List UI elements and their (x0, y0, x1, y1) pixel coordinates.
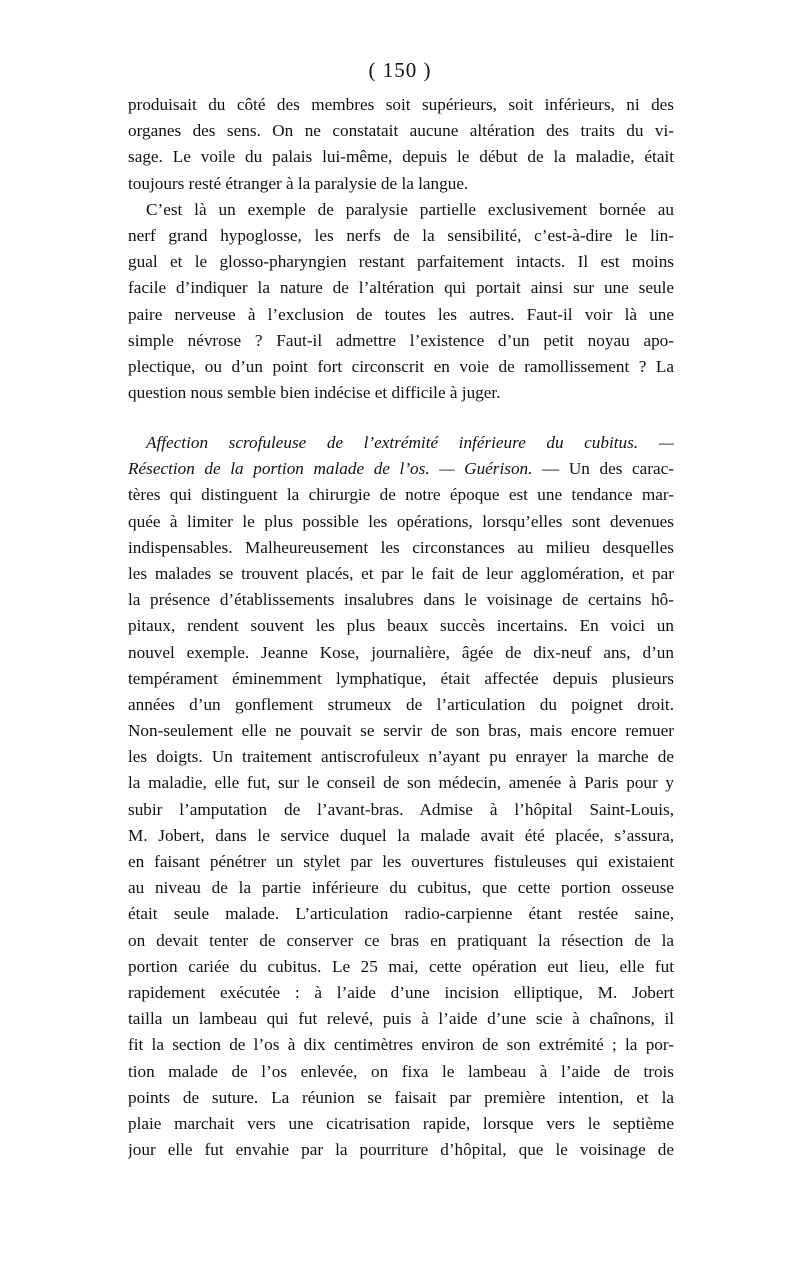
article-line: subir l’amputation de l’avant-bras. Admise à l’hôpital Saint-Louis, (128, 799, 674, 819)
paragraph-2-line: question nous semble bien indécise et difficile à juger. (128, 383, 501, 403)
article-line: points de suture. La réunion se faisait par première intention, et la (128, 1087, 674, 1107)
paragraph-2-line: simple névrose ? Faut-il admettre l’existence d’un petit noyau apo- (128, 330, 674, 350)
article-line: Non-seulement elle ne pouvait se servir de son bras, mais encore remuer (128, 721, 674, 741)
article-line: tion malade de l’os enlevée, on fixa le lambeau à l’aide de trois (128, 1061, 674, 1081)
article-body (128, 482, 674, 1163)
article-line: la présence d’établissements insalubres dans le voisinage de certains hô- (128, 590, 674, 610)
article-subtitle: Résection de la portion malade de l’os. — Guérison. (128, 459, 533, 479)
article-line: tères qui distinguent la chirurgie de notre époque est une tendance mar- (128, 485, 674, 505)
paragraph-2-line: gual et le glosso-pharyngien restant parfaitement intacts. Il est moins (128, 252, 674, 272)
article-line: quée à limiter le plus possible les opérations, lorsqu’elles sont devenues (128, 511, 674, 531)
paragraph-2-line: nerf grand hypoglosse, les nerfs de la sensibilité, c’est-à-dire le lin- (128, 225, 674, 245)
paragraph-1-line: sage. Le voile du palais lui-même, depuis le début de la maladie, était (128, 147, 674, 167)
paragraph-2-line: facile d’indiquer la nature de l’altération qui portait ainsi sur une seule (128, 278, 674, 298)
article-line: jour elle fut envahie par la pourriture d’hôpital, que le voisinage de (128, 1140, 674, 1160)
article-line: les doigts. Un traitement antiscrofuleux n’ayant pu enrayer la marche de (128, 747, 674, 767)
article-line: M. Jobert, dans le service duquel la malade avait été placée, s’assura, (128, 825, 674, 845)
article-section (128, 430, 674, 1163)
article-title: Affection scrofuleuse de l’extrémité inférieure du cubitus. — (146, 433, 674, 452)
page-number: ( 150 ) (368, 58, 432, 82)
article-title-continuation (128, 456, 674, 482)
paragraph-1-line: organes des sens. On ne constatait aucune altération des traits du vi- (128, 121, 674, 141)
article-line: indispensables. Malheureusement les circonstances au milieu desquelles (128, 537, 674, 557)
article-line: au niveau de la partie inférieure du cubitus, que cette portion osseuse (128, 878, 674, 898)
article-line: nouvel exemple. Jeanne Kose, journalière, âgée de dix-neuf ans, d’un (128, 642, 674, 662)
article-first-words: — Un des carac- (532, 459, 674, 479)
paragraph-2-line: C’est là un exemple de paralysie partielle exclusivement bornée au (146, 199, 674, 219)
paragraph-1-line: toujours resté étranger à la paralysie de la langue. (128, 173, 469, 193)
article-line: pitaux, rendent souvent les plus beaux succès incertains. En voici un (128, 616, 674, 636)
article-line: plaie marchait vers une cicatrisation rapide, lorsque vers le septième (128, 1113, 674, 1133)
article-line: tailla un lambeau qui fut relevé, puis à l’aide d’une scie à chaînons, il (128, 1009, 674, 1029)
article-line: était seule malade. L’articulation radio-carpienne étant restée saine, (128, 904, 674, 924)
article-line: la maladie, elle fut, sur le conseil de son médecin, amenée à Paris pour y (128, 773, 674, 793)
article-line: on devait tenter de conserver ce bras en pratiquant la résection de la (128, 930, 674, 950)
article-line: les malades se trouvent placés, et par le fait de leur agglomération, et par (128, 563, 674, 583)
article-line: portion cariée du cubitus. Le 25 mai, cette opération eut lieu, elle fut (128, 956, 674, 976)
paragraph-2-line: paire nerveuse à l’exclusion de toutes les autres. Faut-il voir là une (128, 304, 674, 324)
article-line: fit la section de l’os à dix centimètres environ de son extrémité ; la por- (128, 1035, 674, 1055)
paragraph-2-line: plectique, ou d’un point fort circonscrit en voie de ramollissement ? La (128, 356, 674, 376)
article-line: en faisant pénétrer un stylet par les ouvertures fistuleuses qui existaient (128, 852, 674, 871)
article-line: rapidement exécutée : à l’aide d’une incision elliptique, M. Jobert (128, 982, 674, 1002)
article-line: tempérament éminemment lymphatique, était affectée depuis plusieurs (128, 668, 674, 688)
article-line: années d’un gonflement strumeux de l’articulation du poignet droit. (128, 694, 674, 714)
text-block-top (128, 92, 674, 406)
paragraph-1-line: produisait du côté des membres soit supérieurs, soit inférieurs, ni des (128, 95, 674, 114)
